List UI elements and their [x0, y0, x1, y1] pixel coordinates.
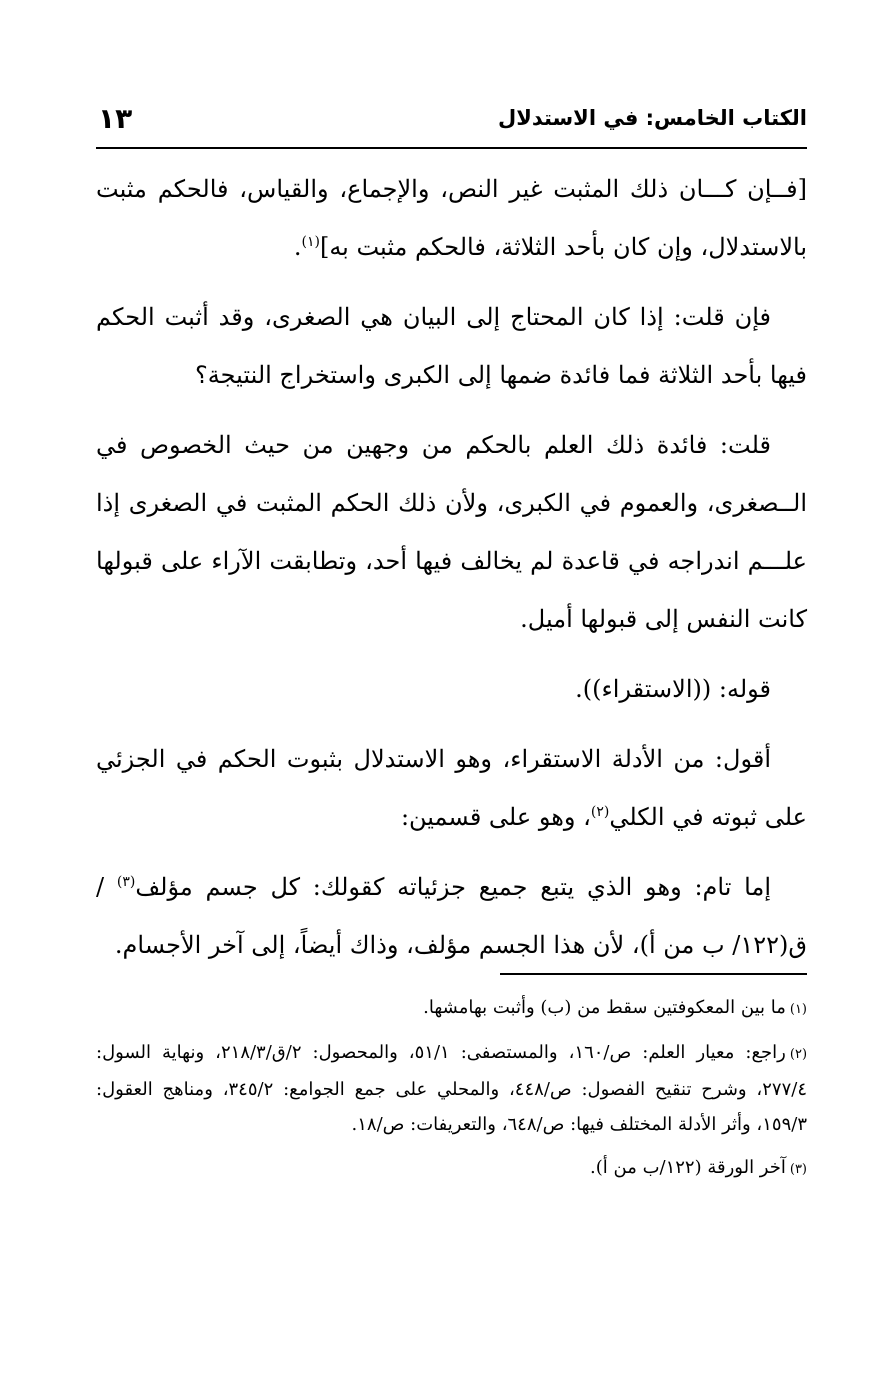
running-head	[96, 102, 807, 142]
footnote-text: ما بين المعكوفتين سقط من (ب) وأثبت بهامشها.	[423, 997, 786, 1018]
footnote-rule	[500, 973, 807, 975]
paragraph: [فــإن كـــان ذلك المثبت غير النص، والإجماع، والقياس، فالحكم مثبت بالاستدلال، وإن كان بأحد الثلاثة، فالحكم مثبت به]$^{(١)}$.	[96, 175, 807, 261]
footnote	[96, 1035, 807, 1142]
footnote-number: (١)	[789, 1002, 807, 1017]
book-title: الكتاب الخامس: في الاستدلال	[497, 106, 807, 130]
footnote	[96, 1150, 807, 1187]
footnote-ref: (١)	[301, 234, 320, 250]
paragraph: إما تام: وهو الذي يتبع جميع جزئياته كقولك: كل جسم مؤلف$^{(٣)}$ / ق(١٢٢/ ب من أ)، لأن هذا الجسم مؤلف، وذاك أيضاً، إلى آخر الأجسام.	[96, 873, 807, 959]
paragraph: قوله: ((الاستقراء)).	[575, 675, 771, 703]
footnote	[96, 990, 807, 1027]
paragraph: قلت: فائدة ذلك العلم بالحكم من وجهين من حيث الخصوص في الــصغرى، والعموم في الكبرى، ولأن ذلك الحكم المثبت في الصغرى إذا علـــم اندراجه في قاعدة لم يخالف فيها أحد، وتطابقت الآراء على قبولها كانت النفس إلى قبولها أميل.	[96, 431, 807, 633]
footnote-text: راجع: معيار العلم: ص/١٦٠، والمستصفى: ٥١/١، والمحصول: ٢/ق/٢١٨/٣، ونهاية السول: ٢٧٧/٤، وشرح تنقيح الفصول: ص/٤٤٨، والمحلي على جمع الجوامع: ٣٤٥/٢، ومناهج العقول: ١٥٩/٣، وأثر الأدلة المختلف فيها: ص/٦٤٨، والتعريفات: ص/١٨.	[96, 1042, 807, 1135]
paragraph: فإن قلت: إذا كان المحتاج إلى البيان هي الصغرى، وقد أثبت الحكم فيها بأحد الثلاثة فما فائدة ضمها إلى الكبرى واستخراج النتيجة؟	[96, 303, 807, 389]
main-text	[96, 160, 807, 986]
page-number: ١٣	[98, 102, 133, 135]
footnote-ref: (٣)	[116, 874, 136, 890]
paragraph: أقول: من الأدلة الاستقراء، وهو الاستدلال بثبوت الحكم في الجزئي على ثبوته في الكلي$^{(٢)}$، وهو على قسمين:	[96, 745, 807, 831]
footnote-number: (٢)	[789, 1047, 808, 1062]
footnote-text: آخر الورقة (١٢٢/ب من أ).	[590, 1157, 786, 1178]
footnotes	[96, 990, 807, 1195]
footnote-ref: (٢)	[590, 804, 610, 820]
footnote-number: (٣)	[789, 1162, 807, 1177]
header-rule	[96, 147, 807, 149]
